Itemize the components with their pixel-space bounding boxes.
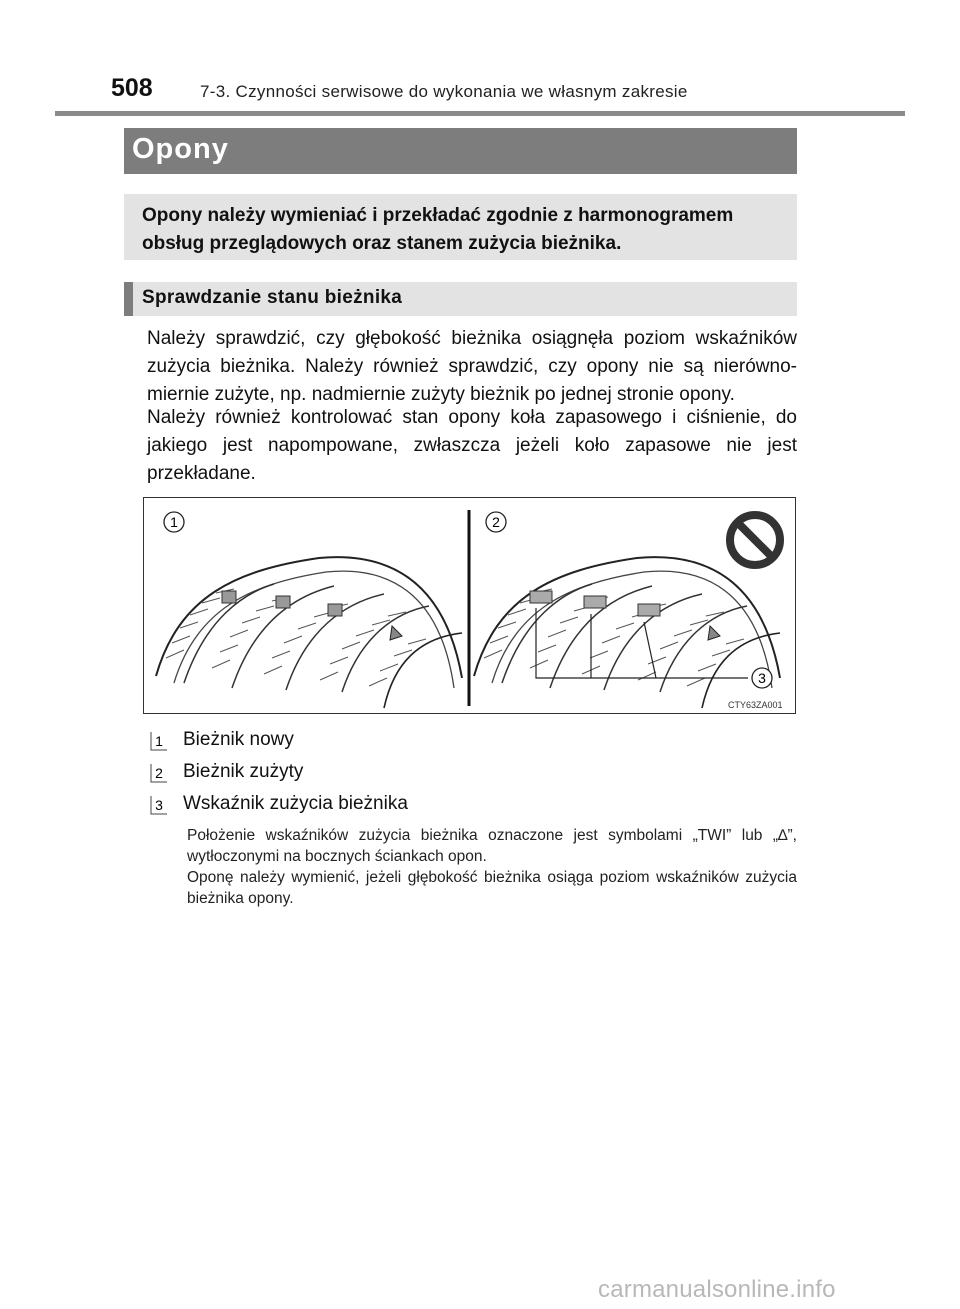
legend-number-1	[150, 731, 168, 751]
svg-text:2: 2	[492, 514, 500, 530]
section-title: Opony	[132, 133, 229, 165]
tire-illustration	[144, 498, 797, 715]
figure-code: CTY63ZA001	[728, 700, 783, 710]
subsection-bar	[124, 282, 797, 316]
svg-text:3: 3	[155, 797, 163, 813]
tire-figure	[143, 497, 796, 714]
paragraph-tread-check: Należy sprawdzić, czy głębokość bieżnika osiągnęła poziom wskaźników zużycia bieżnika. Należy również sprawdzić, czy opony nie są nierównomiernie zużyte, np. nadmiernie zużyty bieżnik po jednej stronie opony.	[147, 328, 797, 405]
page-number: 508	[111, 74, 153, 102]
summary-text: Opony należy wymieniać i przekładać zgodnie z harmonogramem obsług przeglądowych oraz stanem zużycia bieżnika.	[142, 205, 734, 254]
legend-label: Wskaźnik zużycia bieżnika	[183, 793, 408, 814]
section-title-bar	[124, 128, 797, 174]
running-header: 7-3. Czynności serwisowe do wykonania we własnym zakresie	[200, 82, 688, 101]
svg-text:2: 2	[155, 765, 163, 781]
legend-label: Bieżnik zużyty	[183, 761, 304, 782]
note-replace-tire: Oponę należy wymienić, jeżeli głębokość bieżnika osiąga poziom wskaźników zużycia bieżnika opony.	[187, 869, 797, 907]
note-twi-location: Położenie wskaźników zużycia bieżnika oznaczone jest symbolami „TWI” lub „∆”, wytłoczonymi na bocznych ściankach opon.	[187, 827, 797, 865]
legend-number-3	[150, 795, 168, 815]
summary-box	[124, 194, 797, 260]
tire-worn	[474, 557, 780, 708]
callout-3	[752, 668, 772, 688]
legend-label: Bieżnik nowy	[183, 729, 294, 750]
subsection-title: Sprawdzanie stanu bieżnika	[142, 287, 403, 308]
svg-text:1: 1	[155, 733, 163, 749]
svg-text:3: 3	[758, 670, 766, 686]
tire-new	[156, 557, 462, 708]
subsection-accent	[124, 282, 133, 316]
header-rule	[55, 111, 905, 116]
paragraph-spare-tire: Należy również kontrolować stan opony koła zapasowego i ciśnienie, do jakiego jest napompowane, zwłaszcza jeżeli koło zapasowe nie jest przekładane.	[147, 407, 797, 484]
callout-2	[486, 512, 506, 532]
prohibited-icon	[730, 515, 780, 565]
svg-text:1: 1	[170, 514, 178, 530]
legend-number-2	[150, 763, 168, 783]
callout-1	[164, 512, 184, 532]
watermark: carmanualsonline.info	[598, 1276, 836, 1303]
